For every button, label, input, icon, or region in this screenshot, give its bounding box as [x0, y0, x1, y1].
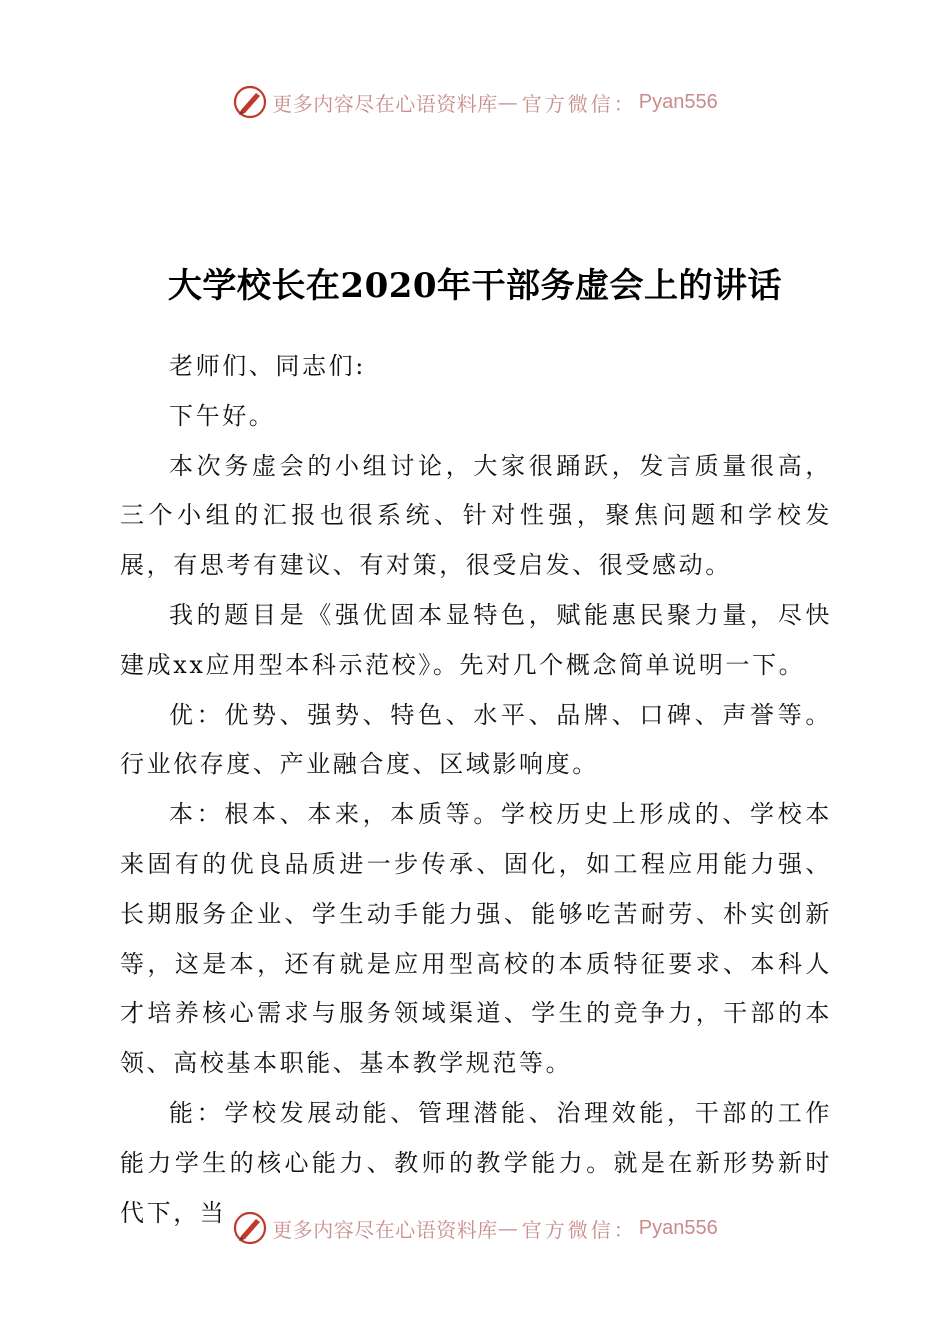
watermark-text: 更多内容尽在心语资料库 [272, 1217, 498, 1242]
watermark-middle: 官方微信： [521, 91, 637, 116]
watermark-id: Pyan556 [638, 90, 718, 113]
watermark-separator: — [497, 1216, 518, 1240]
paragraph-greeting: 老师们、同志们: [169, 352, 366, 380]
document-title: 大学校长在2020年干部务虚会上的讲话 [167, 266, 783, 306]
footer-watermark [0, 1208, 950, 1248]
watermark-id: Pyan556 [638, 1216, 718, 1239]
watermark-middle: 官方微信： [521, 1217, 637, 1242]
watermark-separator: — [497, 90, 518, 114]
watermark-text: 更多内容尽在心语资料库 [272, 91, 498, 116]
document-body [120, 342, 832, 1238]
paragraph-topic: 我的题目是《强优固本显特色，赋能惠民聚力量，尽快建成xx应用型本科示范校》。先对几个概念简单说明一下。 [120, 600, 832, 679]
paragraph-discussion: 本次务虚会的小组讨论，大家很踊跃，发言质量很高，三个小组的汇报也很系统、针对性强，聚焦问题和学校发展，有思考有建议、有对策，很受启发、很受感动。 [120, 451, 832, 580]
pen-logo-icon [232, 84, 268, 120]
paragraph-good-afternoon: 下午好。 [169, 401, 276, 430]
paragraph-ben: 本：根本、本来，本质等。学校历史上形成的、学校本来固有的优良品质进一步传承、固化，如工程应用能力强、长期服务企业、学生动手能力强、能够吃苦耐劳、朴实创新等，这是本，还有就是应用型高校的本质特征要求、本科人才培养核心需求与服务领域渠道、学生的竞争力，干部的本领、高校基本职能、基本教学规范等。 [120, 800, 832, 1078]
header-watermark [0, 82, 950, 122]
paragraph-you: 优：优势、强势、特色、水平、品牌、口碑、声誉等。行业依存度、产业融合度、区域影响度。 [120, 700, 832, 779]
paragraph-neng: 能：学校发展动能、管理潜能、治理效能，干部的工作能力学生的核心能力、教师的教学能力。就是在新形势新时代下，当 [120, 1098, 832, 1227]
pen-logo-icon [232, 1210, 268, 1246]
